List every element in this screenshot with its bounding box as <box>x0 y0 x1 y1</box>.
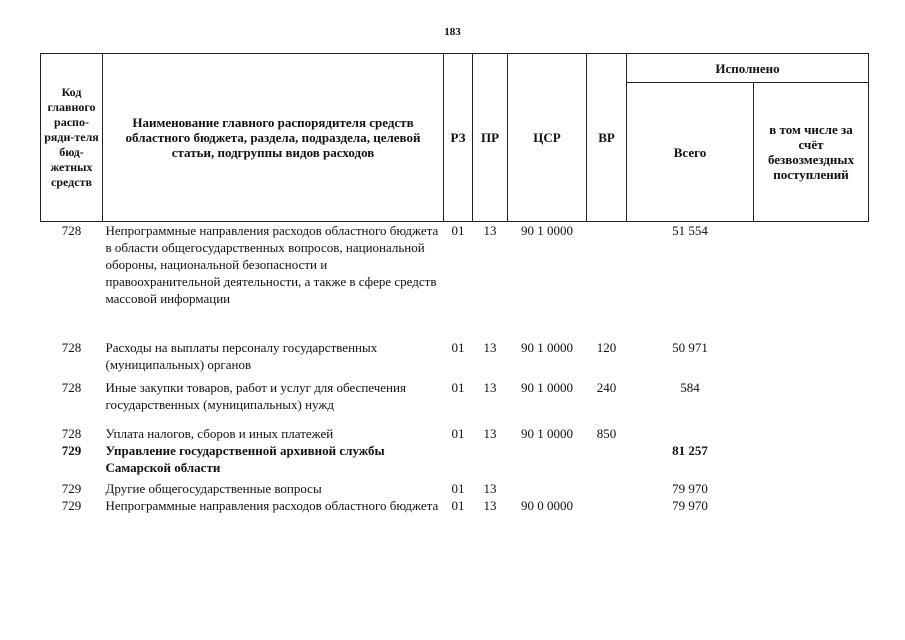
cell-name: Непрограммные направления расходов областного бюджета в области общегосударственных вопросов, национальной обороны, национальной безопасности и правоохранительной деятельности, а также в сфере средств массовой информации <box>105 223 439 306</box>
table-row <box>41 379 869 413</box>
cell-total: 79 970 <box>672 498 708 513</box>
cell-pr: 13 <box>483 380 497 395</box>
cell-including <box>754 222 869 308</box>
cell-name: Управление государственной архивной службы Самарской области <box>105 443 385 475</box>
cell-total: 50 971 <box>672 340 708 355</box>
cell-including <box>754 425 869 442</box>
table-header <box>41 54 869 222</box>
cell-csr <box>508 442 587 476</box>
cell-vr: 850 <box>596 426 617 441</box>
cell-vr <box>587 497 627 514</box>
cell-vr <box>587 222 627 308</box>
cell-pr: 13 <box>483 481 497 496</box>
cell-total: 81 257 <box>672 443 708 458</box>
cell-rz: 01 <box>451 498 465 513</box>
cell-csr: 90 1 0000 <box>521 340 573 355</box>
budget-table <box>40 53 869 514</box>
cell-total: 51 554 <box>672 223 708 238</box>
cell-code: 728 <box>61 426 82 441</box>
cell-name: Иные закупки товаров, работ и услуг для обеспечения государственных (муниципальных) нужд <box>105 380 406 412</box>
cell-total <box>627 425 754 442</box>
cell-rz: 01 <box>451 481 465 496</box>
cell-code: 729 <box>61 481 82 496</box>
page-number: 183 <box>444 26 461 38</box>
cell-code: 729 <box>61 498 82 513</box>
header-including: в том числе за счёт безвозмездных поступлений <box>754 83 869 222</box>
header-vr: ВР <box>587 54 627 222</box>
cell-rz <box>444 442 473 476</box>
cell-code: 728 <box>61 223 82 238</box>
cell-vr: 240 <box>596 380 617 395</box>
cell-including <box>754 379 869 413</box>
cell-pr: 13 <box>483 340 497 355</box>
cell-including <box>754 339 869 373</box>
header-pr: ПР <box>473 54 508 222</box>
cell-pr <box>473 442 508 476</box>
cell-vr <box>587 442 627 476</box>
cell-rz: 01 <box>451 340 465 355</box>
cell-code: 728 <box>61 340 82 355</box>
cell-pr: 13 <box>483 498 497 513</box>
table-row <box>41 442 869 476</box>
header-executed: Исполнено <box>627 54 869 83</box>
table-row <box>41 497 869 514</box>
cell-code: 728 <box>61 380 82 395</box>
header-total: Всего <box>627 83 754 222</box>
header-csr: ЦСР <box>508 54 587 222</box>
header-rz: РЗ <box>444 54 473 222</box>
cell-pr: 13 <box>483 223 497 238</box>
cell-vr: 120 <box>596 340 617 355</box>
cell-including <box>754 497 869 514</box>
cell-pr: 13 <box>483 426 497 441</box>
cell-csr: 90 1 0000 <box>521 223 573 238</box>
header-name: Наименование главного распорядителя средств областного бюджета, раздела, подраздела, целевой статьи, подгруппы видов расходов <box>103 54 444 222</box>
cell-csr: 90 0 0000 <box>521 498 573 513</box>
cell-including <box>754 480 869 497</box>
cell-name: Уплата налогов, сборов и иных платежей <box>105 426 334 441</box>
cell-vr <box>587 480 627 497</box>
table-row <box>41 222 869 308</box>
cell-total: 584 <box>680 380 700 395</box>
cell-rz: 01 <box>451 426 465 441</box>
cell-code: 729 <box>61 443 82 458</box>
cell-name: Другие общегосударственные вопросы <box>105 481 322 496</box>
cell-including <box>754 442 869 476</box>
cell-rz: 01 <box>451 380 465 395</box>
header-code: Код главного распо-ряди-теля бюд-жетных средств <box>41 54 103 222</box>
table-body <box>41 222 869 515</box>
cell-name: Расходы на выплаты персоналу государственных (муниципальных) органов <box>105 340 378 372</box>
table-row <box>41 480 869 497</box>
cell-name: Непрограммные направления расходов областного бюджета <box>105 498 439 513</box>
cell-csr: 90 1 0000 <box>521 426 573 441</box>
cell-csr: 90 1 0000 <box>521 380 573 395</box>
cell-csr <box>508 480 587 497</box>
table-row <box>41 425 869 442</box>
cell-total: 79 970 <box>672 481 708 496</box>
table-row <box>41 339 869 373</box>
cell-rz: 01 <box>451 223 465 238</box>
